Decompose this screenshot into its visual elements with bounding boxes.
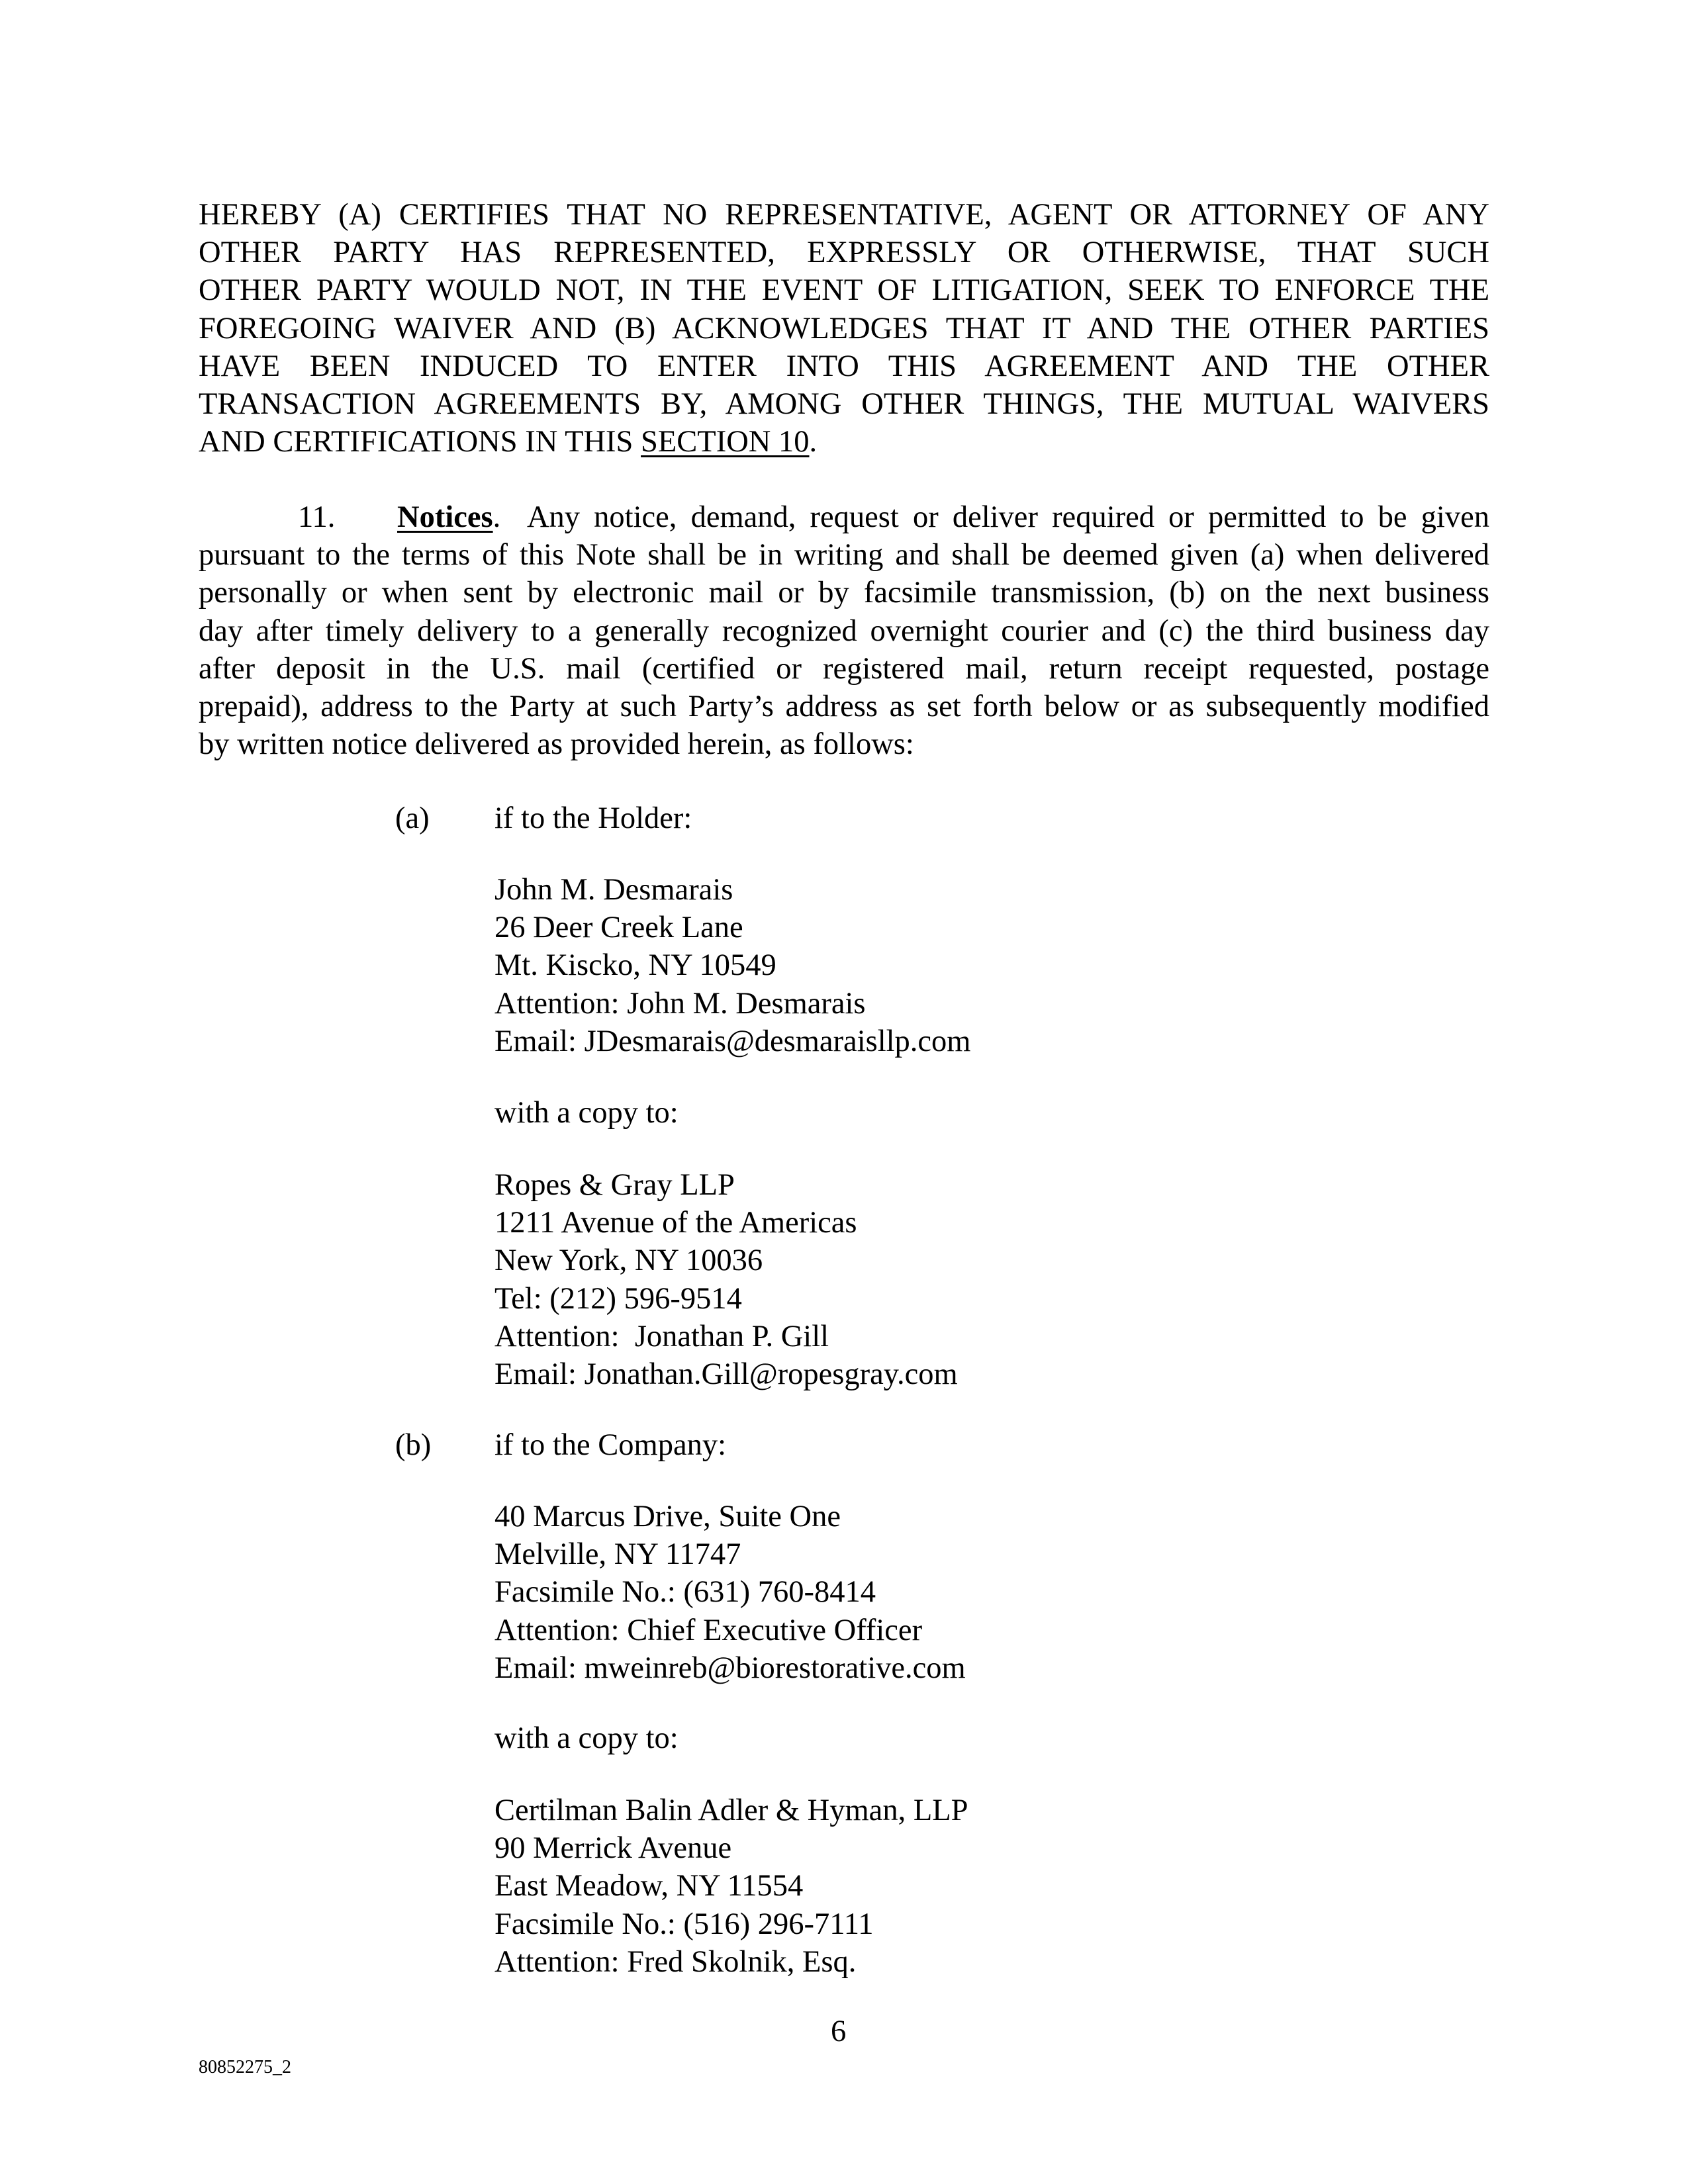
holder-copy-line: New York, NY 10036 [494, 1244, 763, 1278]
company-copy-line: Attention: Fred Skolnik, Esq. [494, 1944, 857, 1979]
company-copy-address-block [494, 1792, 968, 1981]
continuation-last-line [199, 423, 1489, 461]
holder-address-line: Mt. Kiscko, NY 10549 [494, 948, 776, 983]
notices-line: day after timely delivery to a generally recognized overnight courier and (c) the third business day [199, 614, 1489, 648]
section-number: 11. [298, 500, 336, 534]
notices-first-line-rest: Any notice, demand, request or deliver required or permitted to be given [500, 500, 1489, 534]
section-10-continuation [199, 196, 1489, 461]
holder-copy-email: Email: Jonathan.Gill@ropesgray.com [494, 1357, 958, 1392]
company-address-line: Facsimile No.: (631) 760-8414 [494, 1575, 876, 1610]
recipient-label-a: (a) [395, 801, 430, 835]
notices-line: prepaid), address to the Party at such Party’s address as set forth below or as subsequently modified [199, 689, 1489, 723]
section-11-notices [199, 498, 1489, 763]
page-number: 6 [831, 2015, 847, 2048]
holder-copy-line: Attention: Jonathan P. Gill [494, 1319, 829, 1353]
company-copy-label: with a copy to: [494, 1721, 679, 1755]
continuation-line: FOREGOING WAIVER AND (B) ACKNOWLEDGES THAT IT AND THE OTHER PARTIES [199, 311, 1489, 345]
holder-copy-line: Ropes & Gray LLP [494, 1168, 735, 1202]
holder-address-line: Attention: John M. Desmarais [494, 986, 866, 1021]
recipient-title-holder: if to the Holder: [494, 801, 692, 835]
holder-copy-line: 1211 Avenue of the Americas [494, 1206, 857, 1240]
company-copy-line: Certilman Balin Adler & Hyman, LLP [494, 1794, 968, 1827]
recipient-title-company: if to the Company: [494, 1428, 726, 1462]
company-address-line: 40 Marcus Drive, Suite One [494, 1500, 841, 1533]
continuation-line: TRANSACTION AGREEMENTS BY, AMONG OTHER THINGS, THE MUTUAL WAIVERS [199, 387, 1489, 421]
company-email: Email: mweinreb@biorestorative.com [494, 1651, 966, 1685]
continuation-line: OTHER PARTY HAS REPRESENTED, EXPRESSLY OR OTHERWISE, THAT SUCH [199, 236, 1489, 270]
holder-copy-line: Tel: (212) 596-9514 [494, 1281, 742, 1316]
section-heading: Notices [397, 500, 493, 534]
notices-first-line [199, 498, 1489, 536]
holder-address-line: John M. Desmarais [494, 873, 733, 907]
notices-line: after deposit in the U.S. mail (certified or registered mail, return receipt requested, postage [199, 651, 1489, 686]
continuation-last-prefix: AND CERTIFICATIONS IN THIS [199, 425, 641, 459]
continuation-line: OTHER PARTY WOULD NOT, IN THE EVENT OF LITIGATION, SEEK TO ENFORCE THE [199, 273, 1489, 308]
holder-copy-address-block [494, 1166, 958, 1393]
notices-line: pursuant to the terms of this Note shall be in writing and shall be deemed given (a) when delivered [199, 538, 1489, 572]
section-10-reference: SECTION 10 [641, 425, 810, 459]
continuation-line: HEREBY (A) CERTIFIES THAT NO REPRESENTATIVE, AGENT OR ATTORNEY OF ANY [199, 198, 1489, 232]
holder-copy-label: with a copy to: [494, 1096, 679, 1130]
document-id: 80852275_2 [199, 2057, 291, 2077]
holder-address-block [494, 871, 970, 1060]
holder-email: Email: JDesmarais@desmaraisllp.com [494, 1024, 971, 1058]
notices-last-line: by written notice delivered as provided herein, as follows: [199, 727, 914, 762]
company-copy-line: 90 Merrick Avenue [494, 1831, 732, 1866]
company-address-line: Melville, NY 11747 [494, 1537, 741, 1572]
notices-line: personally or when sent by electronic mail or by facsimile transmission, (b) on the next business [199, 576, 1489, 610]
company-address-block [494, 1498, 966, 1687]
section-heading-suffix: . [492, 500, 501, 534]
holder-address-line: 26 Deer Creek Lane [494, 911, 743, 945]
continuation-line: HAVE BEEN INDUCED TO ENTER INTO THIS AGREEMENT AND THE OTHER [199, 349, 1489, 383]
continuation-last-suffix: . [809, 425, 818, 459]
company-copy-line: East Meadow, NY 11554 [494, 1869, 804, 1903]
recipient-label-b: (b) [395, 1428, 432, 1462]
company-address-line: Attention: Chief Executive Officer [494, 1613, 923, 1647]
company-copy-line: Facsimile No.: (516) 296-7111 [494, 1907, 874, 1941]
